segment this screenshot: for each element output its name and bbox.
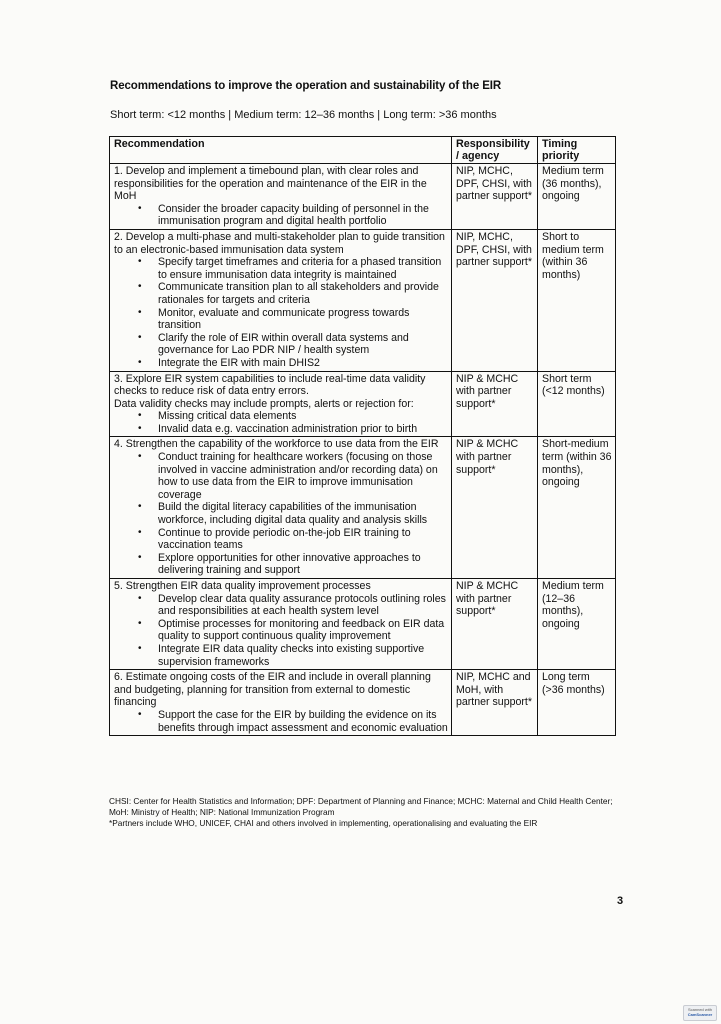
recommendation-cell bbox=[110, 437, 452, 579]
bullet-icon: • bbox=[138, 526, 142, 538]
list-item bbox=[138, 356, 448, 370]
bullet-icon: • bbox=[138, 551, 142, 563]
bullet-list bbox=[114, 451, 448, 577]
recommendation-cell bbox=[110, 371, 452, 437]
list-item bbox=[138, 642, 448, 668]
recommendation-title: 3. Explore EIR system capabilities to include real-time data validity checks to reduce risk of data entry errors. bbox=[114, 372, 426, 398]
bullet-icon: • bbox=[138, 642, 142, 654]
list-item bbox=[138, 526, 448, 552]
timing-cell: Short to medium term (within 36 months) bbox=[538, 229, 616, 371]
header-responsibility: Responsibility / agency bbox=[452, 137, 538, 164]
responsibility-cell: NIP & MCHC with partner support* bbox=[452, 371, 538, 437]
list-item bbox=[138, 410, 448, 423]
table-row bbox=[110, 670, 616, 736]
timing-cell: Short term (<12 months) bbox=[538, 371, 616, 437]
header-recommendation: Recommendation bbox=[110, 137, 452, 164]
list-item bbox=[138, 202, 448, 228]
list-item bbox=[138, 422, 448, 436]
bullet-text: Monitor, evaluate and communicate progress towards transition bbox=[158, 306, 410, 332]
bullet-icon: • bbox=[138, 356, 142, 368]
list-item bbox=[138, 306, 448, 332]
table-body bbox=[110, 164, 616, 736]
list-item bbox=[138, 331, 448, 357]
responsibility-cell: NIP & MCHC with partner support* bbox=[452, 437, 538, 579]
document-title: Recommendations to improve the operation and sustainability of the EIR bbox=[110, 80, 502, 92]
bullet-icon: • bbox=[138, 451, 142, 463]
bullet-text: Clarify the role of EIR within overall data systems and governance for Lao PDR NIP / health system bbox=[158, 331, 409, 357]
bullet-icon: • bbox=[138, 202, 142, 214]
footnotes bbox=[109, 796, 619, 829]
header-timing: Timing priority bbox=[538, 137, 616, 164]
list-item bbox=[138, 451, 448, 501]
list-item bbox=[138, 501, 448, 527]
recommendation-cell bbox=[110, 229, 452, 371]
bullet-icon: • bbox=[138, 501, 142, 513]
responsibility-cell: NIP, MCHC and MoH, with partner support* bbox=[452, 670, 538, 736]
bullet-list bbox=[114, 256, 448, 369]
badge-line1: Scanned with bbox=[687, 1007, 712, 1012]
bullet-text: Continue to provide periodic on-the-job EIR training to vaccination teams bbox=[158, 526, 411, 552]
bullet-list bbox=[114, 203, 448, 228]
bullet-icon: • bbox=[138, 592, 142, 604]
bullet-text: Develop clear data quality assurance protocols outlining roles and responsibilities at each health system level bbox=[158, 592, 446, 618]
recommendation-cell bbox=[110, 164, 452, 230]
responsibility-cell: NIP & MCHC with partner support* bbox=[452, 579, 538, 670]
bullet-text: Consider the broader capacity building of personnel in the immunisation program and digital health portfolio bbox=[158, 202, 429, 228]
partners-footnote: *Partners include WHO, UNICEF, CHAI and others involved in implementing, operationalising and evaluating the EIR bbox=[109, 818, 538, 828]
recommendation-title: 5. Strengthen EIR data quality improvement processes bbox=[114, 580, 371, 592]
badge-line2: CamScanner bbox=[687, 1012, 713, 1017]
bullet-text: Integrate EIR data quality checks into existing supportive supervision frameworks bbox=[158, 642, 425, 668]
bullet-text: Conduct training for healthcare workers (focusing on those involved in vaccine administration and/or recording data) on how to use data from the EIR to improve immunisation coverage bbox=[158, 451, 438, 501]
bullet-icon: • bbox=[138, 422, 142, 434]
bullet-list bbox=[114, 593, 448, 669]
list-item bbox=[138, 708, 448, 734]
bullet-icon: • bbox=[138, 306, 142, 318]
bullet-icon: • bbox=[138, 617, 142, 629]
list-item bbox=[138, 281, 448, 306]
responsibility-cell: NIP, MCHC, DPF, CHSI, with partner support* bbox=[452, 229, 538, 371]
bullet-text: Build the digital literacy capabilities of the immunisation workforce, including digital data quality and analysis skills bbox=[158, 501, 428, 527]
timing-cell: Short-medium term (within 36 months), ongoing bbox=[538, 437, 616, 579]
recommendation-title: 1. Develop and implement a timebound plan, with clear roles and responsibilities for the operation and maintenance of the EIR in the MoH bbox=[114, 165, 427, 203]
bullet-icon: • bbox=[138, 410, 142, 422]
bullet-text: Optimise processes for monitoring and feedback on EIR data quality to support continuous quality improvement bbox=[158, 617, 445, 643]
recommendation-title: 6. Estimate ongoing costs of the EIR and include in overall planning and budgeting, planning for transition from external to domestic financing bbox=[114, 671, 431, 709]
bullet-text: Specify target timeframes and criteria for a phased transition to ensure immunisation data integrity is maintained bbox=[158, 256, 442, 281]
list-item bbox=[138, 617, 448, 643]
bullet-icon: • bbox=[138, 331, 142, 343]
recommendation-cell bbox=[110, 670, 452, 736]
recommendation-note: Data validity checks may include prompts, alerts or rejection for: bbox=[114, 397, 414, 410]
table-row bbox=[110, 579, 616, 670]
bullet-list bbox=[114, 410, 448, 435]
recommendation-title: 2. Develop a multi-phase and multi-stakeholder plan to guide transition to an electronic-based immunisation data system bbox=[114, 230, 445, 256]
responsibility-cell: NIP, MCHC, DPF, CHSI, with partner support* bbox=[452, 164, 538, 230]
list-item bbox=[138, 551, 448, 577]
recommendation-cell bbox=[110, 579, 452, 670]
table-row bbox=[110, 371, 616, 437]
bullet-list bbox=[114, 709, 448, 734]
recommendation-title: 4. Strengthen the capability of the workforce to use data from the EIR bbox=[114, 438, 439, 451]
table-row bbox=[110, 229, 616, 371]
page-number: 3 bbox=[617, 895, 624, 907]
abbreviations-footnote: CHSI: Center for Health Statistics and Information; DPF: Department of Planning and Finance; MCHC: Maternal and Child Health Center; MoH: Ministry of Health; NIP: National Immunization Program bbox=[109, 796, 613, 817]
bullet-icon: • bbox=[138, 281, 142, 293]
bullet-text: Invalid data e.g. vaccination administration prior to birth bbox=[158, 422, 418, 435]
table-row bbox=[110, 437, 616, 579]
timing-cell: Long term (>36 months) bbox=[538, 670, 616, 736]
term-definitions: Short term: <12 months | Medium term: 12–36 months | Long term: >36 months bbox=[110, 109, 497, 121]
camscanner-badge bbox=[683, 1005, 717, 1021]
list-item bbox=[138, 592, 448, 618]
timing-cell: Medium term (36 months), ongoing bbox=[538, 164, 616, 230]
timing-cell: Medium term (12–36 months), ongoing bbox=[538, 579, 616, 670]
list-item bbox=[138, 256, 448, 281]
recommendations-table bbox=[109, 136, 616, 736]
bullet-icon: • bbox=[138, 256, 142, 268]
table-row bbox=[110, 164, 616, 230]
bullet-text: Communicate transition plan to all stakeholders and provide rationales for targets and criteria bbox=[158, 281, 439, 306]
bullet-icon: • bbox=[138, 708, 142, 720]
bullet-text: Support the case for the EIR by building the evidence on its benefits through impact assessment and economic evaluation bbox=[158, 708, 448, 734]
bullet-text: Integrate the EIR with main DHIS2 bbox=[158, 356, 320, 369]
table-header-row bbox=[110, 137, 616, 164]
bullet-text: Explore opportunities for other innovative approaches to delivering training and support bbox=[158, 551, 421, 577]
bullet-text: Missing critical data elements bbox=[158, 410, 297, 423]
